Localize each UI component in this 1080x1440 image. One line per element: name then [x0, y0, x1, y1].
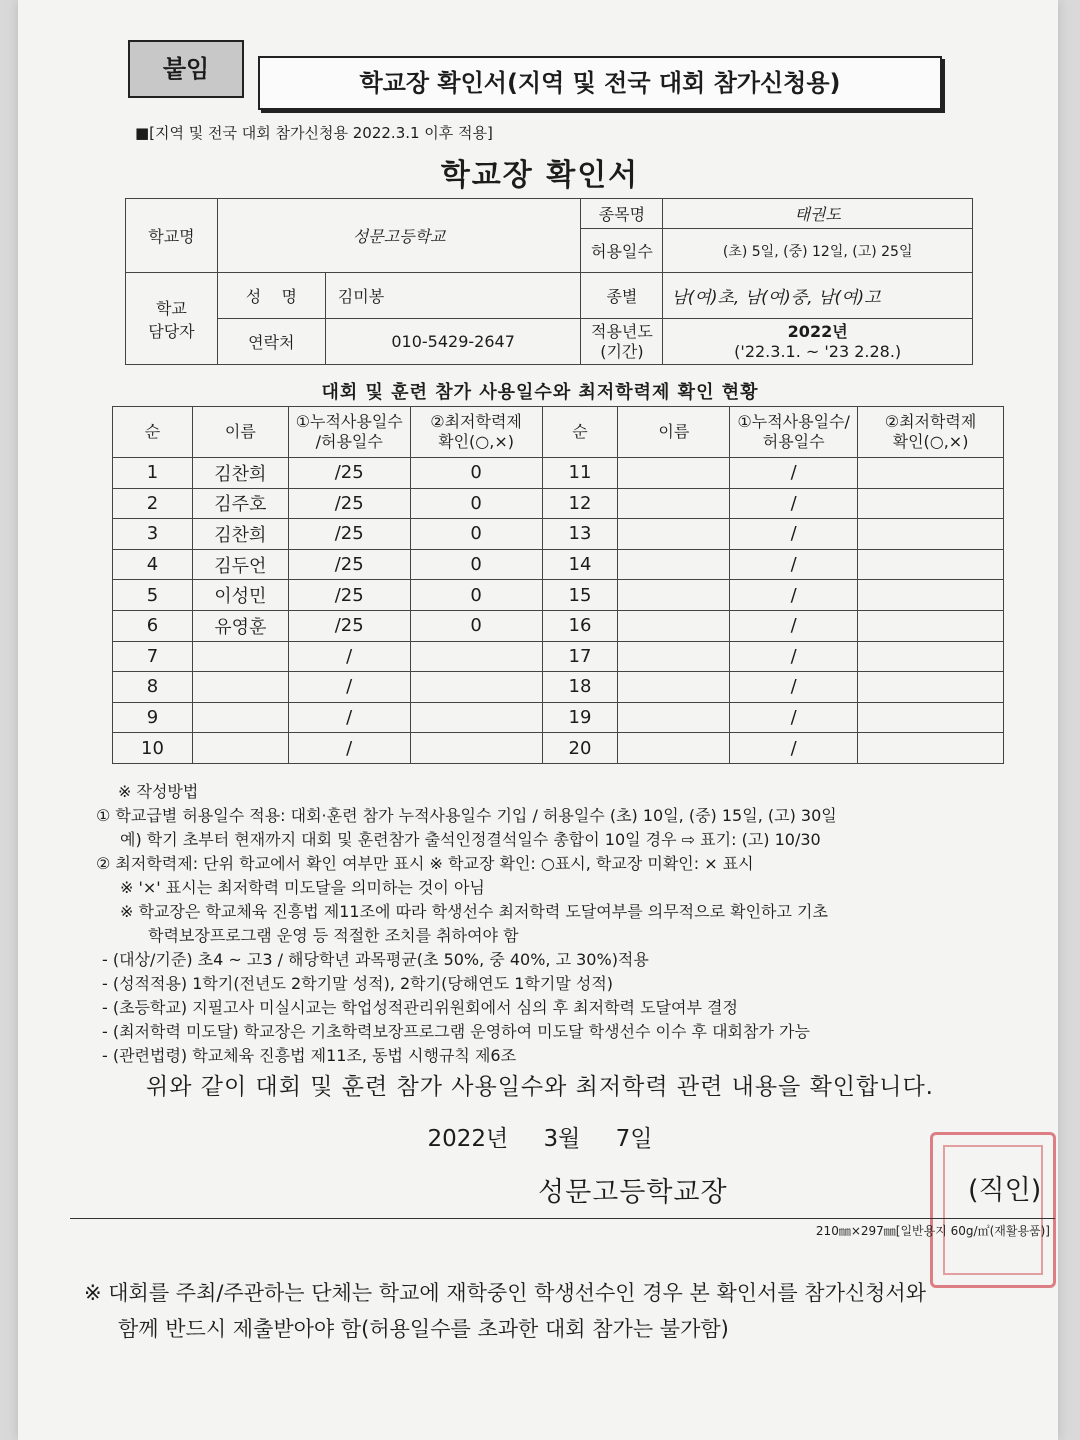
- row-min: 0: [410, 458, 542, 489]
- principal-signature-line: 성문고등학교장: [538, 1177, 728, 1208]
- col-days-right-line1: ①누적사용일수/: [737, 412, 850, 431]
- category-label: 종별: [581, 273, 663, 319]
- row-min: [858, 641, 1004, 672]
- row-no: 4: [113, 549, 193, 580]
- row-name: 유영훈: [192, 610, 288, 641]
- allowed-days-label: 허용일수: [581, 229, 663, 273]
- row-name: [618, 610, 730, 641]
- row-name: [192, 672, 288, 703]
- col-days-left: [288, 407, 410, 458]
- row-name: 김두언: [192, 549, 288, 580]
- guide-line: ※ '×' 표시는 최저학력 미도달을 의미하는 것이 아님: [120, 878, 485, 897]
- row-no: 1: [113, 458, 193, 489]
- year-label-line1: 적용년도: [590, 321, 653, 341]
- document-title: 학교장 확인서: [440, 158, 640, 193]
- school-info-table: [125, 198, 973, 365]
- table-row: [113, 458, 1004, 489]
- table-row: [113, 733, 1004, 764]
- row-name: [618, 458, 730, 489]
- col-days-left-line1: ①누적사용일수: [295, 412, 403, 431]
- row-no: 18: [542, 672, 618, 703]
- row-min: [858, 458, 1004, 489]
- row-min: 0: [410, 610, 542, 641]
- col-min-left-line2: 확인(○,×): [438, 432, 514, 451]
- row-min: 0: [410, 580, 542, 611]
- col-name-right: 이름: [618, 407, 730, 458]
- row-days: /: [730, 733, 858, 764]
- row-min: [858, 733, 1004, 764]
- guide-line: 학력보장프로그램 운영 등 적절한 조치를 취하여야 함: [148, 926, 519, 945]
- col-days-left-line2: /허용일수: [315, 432, 383, 451]
- issue-date: 2022년 3월 7일: [427, 1126, 653, 1152]
- year-label: [581, 319, 663, 365]
- col-days-right-line2: 허용일수: [762, 432, 825, 451]
- year-value-line2: ('22.3.1. ~ '23 2.28.): [734, 341, 902, 361]
- roster-header: [113, 407, 1004, 458]
- row-min: [858, 549, 1004, 580]
- row-name: [618, 702, 730, 733]
- manager-label-line2: 담당자: [148, 321, 195, 341]
- row-no: 14: [542, 549, 618, 580]
- row-min: 0: [410, 519, 542, 550]
- guide-line: ※ 학교장은 학교체육 진흥법 제11조에 따라 학생선수 최저학력 도달여부를 의무적으로 확인하고 기초: [120, 902, 828, 921]
- row-no: 3: [113, 519, 193, 550]
- col-min-right: [858, 407, 1004, 458]
- row-name: 이성민: [192, 580, 288, 611]
- row-no: 6: [113, 610, 193, 641]
- row-days: /: [730, 458, 858, 489]
- guide-line: - (성적적용) 1학기(전년도 2학기말 성적), 2학기(당해연도 1학기말 성적): [102, 974, 614, 993]
- row-name: [618, 519, 730, 550]
- row-days: /: [730, 519, 858, 550]
- col-min-left: [410, 407, 542, 458]
- row-days: /: [730, 580, 858, 611]
- row-days: /: [730, 702, 858, 733]
- row-days: /: [288, 672, 410, 703]
- name-value: 김미봉: [325, 273, 581, 319]
- row-days: /25: [288, 610, 410, 641]
- row-days: /: [288, 702, 410, 733]
- row-days: /: [730, 488, 858, 519]
- row-min: [410, 641, 542, 672]
- row-name: [618, 488, 730, 519]
- table-row: [113, 641, 1004, 672]
- table-row: [113, 610, 1004, 641]
- row-no: 5: [113, 580, 193, 611]
- row-min: [858, 672, 1004, 703]
- row-name: [192, 733, 288, 764]
- row-no: 19: [542, 702, 618, 733]
- guide-line: ① 학교급별 허용일수 적용: 대회·훈련 참가 누적사용일수 기입 / 허용일수 (초) 10일, (중) 15일, (고) 30일: [96, 806, 837, 825]
- roster-table: [112, 406, 1004, 764]
- row-no: 10: [113, 733, 193, 764]
- school-name-label: 학교명: [126, 199, 218, 273]
- row-no: 12: [542, 488, 618, 519]
- row-days: /25: [288, 519, 410, 550]
- row-name: 김찬희: [192, 458, 288, 489]
- table-row: [113, 672, 1004, 703]
- col-min-right-line2: 확인(○,×): [892, 432, 969, 451]
- row-min: [858, 488, 1004, 519]
- table-row: [113, 549, 1004, 580]
- official-seal-stamp: [930, 1132, 1056, 1288]
- row-name: [618, 733, 730, 764]
- row-days: /: [730, 641, 858, 672]
- submission-note: [84, 1275, 1044, 1347]
- guide-line: - (최저학력 미도달) 학교장은 기초학력보장프로그램 운영하여 미도달 학생선수 이수 후 대회참가 가능: [102, 1022, 810, 1041]
- row-no: 16: [542, 610, 618, 641]
- submission-note-line1: ※ 대회를 주최/주관하는 단체는 학교에 재학중인 학생선수인 경우 본 확인서를 참가신청서와: [84, 1281, 927, 1305]
- table-row: [113, 580, 1004, 611]
- guide-heading: ※ 작성방법: [118, 782, 199, 801]
- row-days: /25: [288, 458, 410, 489]
- event-value: 태권도: [663, 199, 973, 229]
- attachment-tag: 붙임: [128, 40, 244, 98]
- table-row: [113, 488, 1004, 519]
- row-name: [618, 549, 730, 580]
- row-name: [618, 641, 730, 672]
- submission-note-line2: 함께 반드시 제출받아야 함(허용일수를 초과한 대회 참가는 불가함): [118, 1317, 729, 1341]
- manager-label-line1: 학교: [155, 298, 187, 318]
- footer-divider: [70, 1218, 1055, 1219]
- col-min-left-line1: ②최저학력제: [430, 412, 522, 431]
- contact-value: 010-5429-2647: [325, 319, 581, 365]
- row-no: 17: [542, 641, 618, 672]
- row-days: /: [730, 672, 858, 703]
- name-label: 성 명: [217, 273, 325, 319]
- col-min-right-line1: ②최저학력제: [884, 412, 977, 431]
- row-min: [858, 702, 1004, 733]
- guide-line: 예) 학기 초부터 현재까지 대회 및 훈련참가 출석인정결석일수 총합이 10일 경우 ⇨ 표기: (고) 10/30: [120, 830, 821, 849]
- row-min: [858, 610, 1004, 641]
- seal-inner-border: [943, 1145, 1043, 1275]
- row-min: 0: [410, 549, 542, 580]
- manager-label: [126, 273, 218, 365]
- guide-line: - (관련법령) 학교체육 진흥법 제11조, 동법 시행규칙 제6조: [102, 1046, 517, 1065]
- year-value-line1: 2022년: [787, 321, 848, 341]
- row-name: [192, 702, 288, 733]
- row-min: [858, 580, 1004, 611]
- row-days: /: [288, 733, 410, 764]
- row-no: 13: [542, 519, 618, 550]
- year-label-line2: (기간): [600, 341, 644, 361]
- seal-label: (직인): [968, 1175, 1042, 1206]
- row-name: 김주호: [192, 488, 288, 519]
- row-name: [618, 672, 730, 703]
- category-value: 남(여)초, 남(여)중, 남(여)고: [663, 273, 973, 319]
- col-no-right: 순: [542, 407, 618, 458]
- guide-line: ② 최저학력제: 단위 학교에서 확인 여부만 표시 ※ 학교장 확인: ○표시, 학교장 미확인: × 표시: [96, 854, 754, 873]
- row-no: 20: [542, 733, 618, 764]
- row-name: [192, 641, 288, 672]
- row-no: 2: [113, 488, 193, 519]
- row-days: /25: [288, 580, 410, 611]
- row-days: /: [730, 549, 858, 580]
- row-no: 7: [113, 641, 193, 672]
- contact-label: 연락처: [217, 319, 325, 365]
- col-days-right: [730, 407, 858, 458]
- row-no: 8: [113, 672, 193, 703]
- row-days: /25: [288, 549, 410, 580]
- row-no: 11: [542, 458, 618, 489]
- row-min: [410, 672, 542, 703]
- event-label: 종목명: [581, 199, 663, 229]
- row-no: 9: [113, 702, 193, 733]
- status-section-title: 대회 및 훈련 참가 사용일수와 최저학력제 확인 현황: [321, 382, 759, 403]
- document-header: [128, 40, 940, 108]
- row-days: /: [730, 610, 858, 641]
- col-name-left: 이름: [192, 407, 288, 458]
- confirmation-statement: 위와 같이 대회 및 훈련 참가 사용일수와 최저학력 관련 내용을 확인합니다.: [146, 1074, 934, 1100]
- apply-note: ■[지역 및 전국 대회 참가신청용 2022.3.1 이후 적용]: [135, 124, 493, 142]
- writing-guide: [96, 780, 1046, 1068]
- col-no-left: 순: [113, 407, 193, 458]
- row-name: 김찬희: [192, 519, 288, 550]
- row-min: [410, 733, 542, 764]
- guide-line: - (초등학교) 지필고사 미실시교는 학업성적관리위원회에서 심의 후 최저학력 도달여부 결정: [102, 998, 738, 1017]
- allowed-days-value: (초) 5일, (중) 12일, (고) 25일: [663, 229, 973, 273]
- header-title: 학교장 확인서(지역 및 전국 대회 참가신청용): [258, 56, 942, 110]
- row-no: 15: [542, 580, 618, 611]
- table-row: [113, 519, 1004, 550]
- row-name: [618, 580, 730, 611]
- row-min: [858, 519, 1004, 550]
- row-min: [410, 702, 542, 733]
- year-value: [663, 319, 973, 365]
- school-name-value: 성문고등학교: [217, 199, 581, 273]
- row-min: 0: [410, 488, 542, 519]
- row-days: /: [288, 641, 410, 672]
- table-row: [113, 702, 1004, 733]
- row-days: /25: [288, 488, 410, 519]
- paper-spec: 210㎜×297㎜[일반용지 60g/㎡(재활용품)]: [815, 1224, 1050, 1238]
- guide-line: - (대상/기준) 초4 ~ 고3 / 해당학년 과목평균(초 50%, 중 40%, 고 30%)적용: [102, 950, 649, 969]
